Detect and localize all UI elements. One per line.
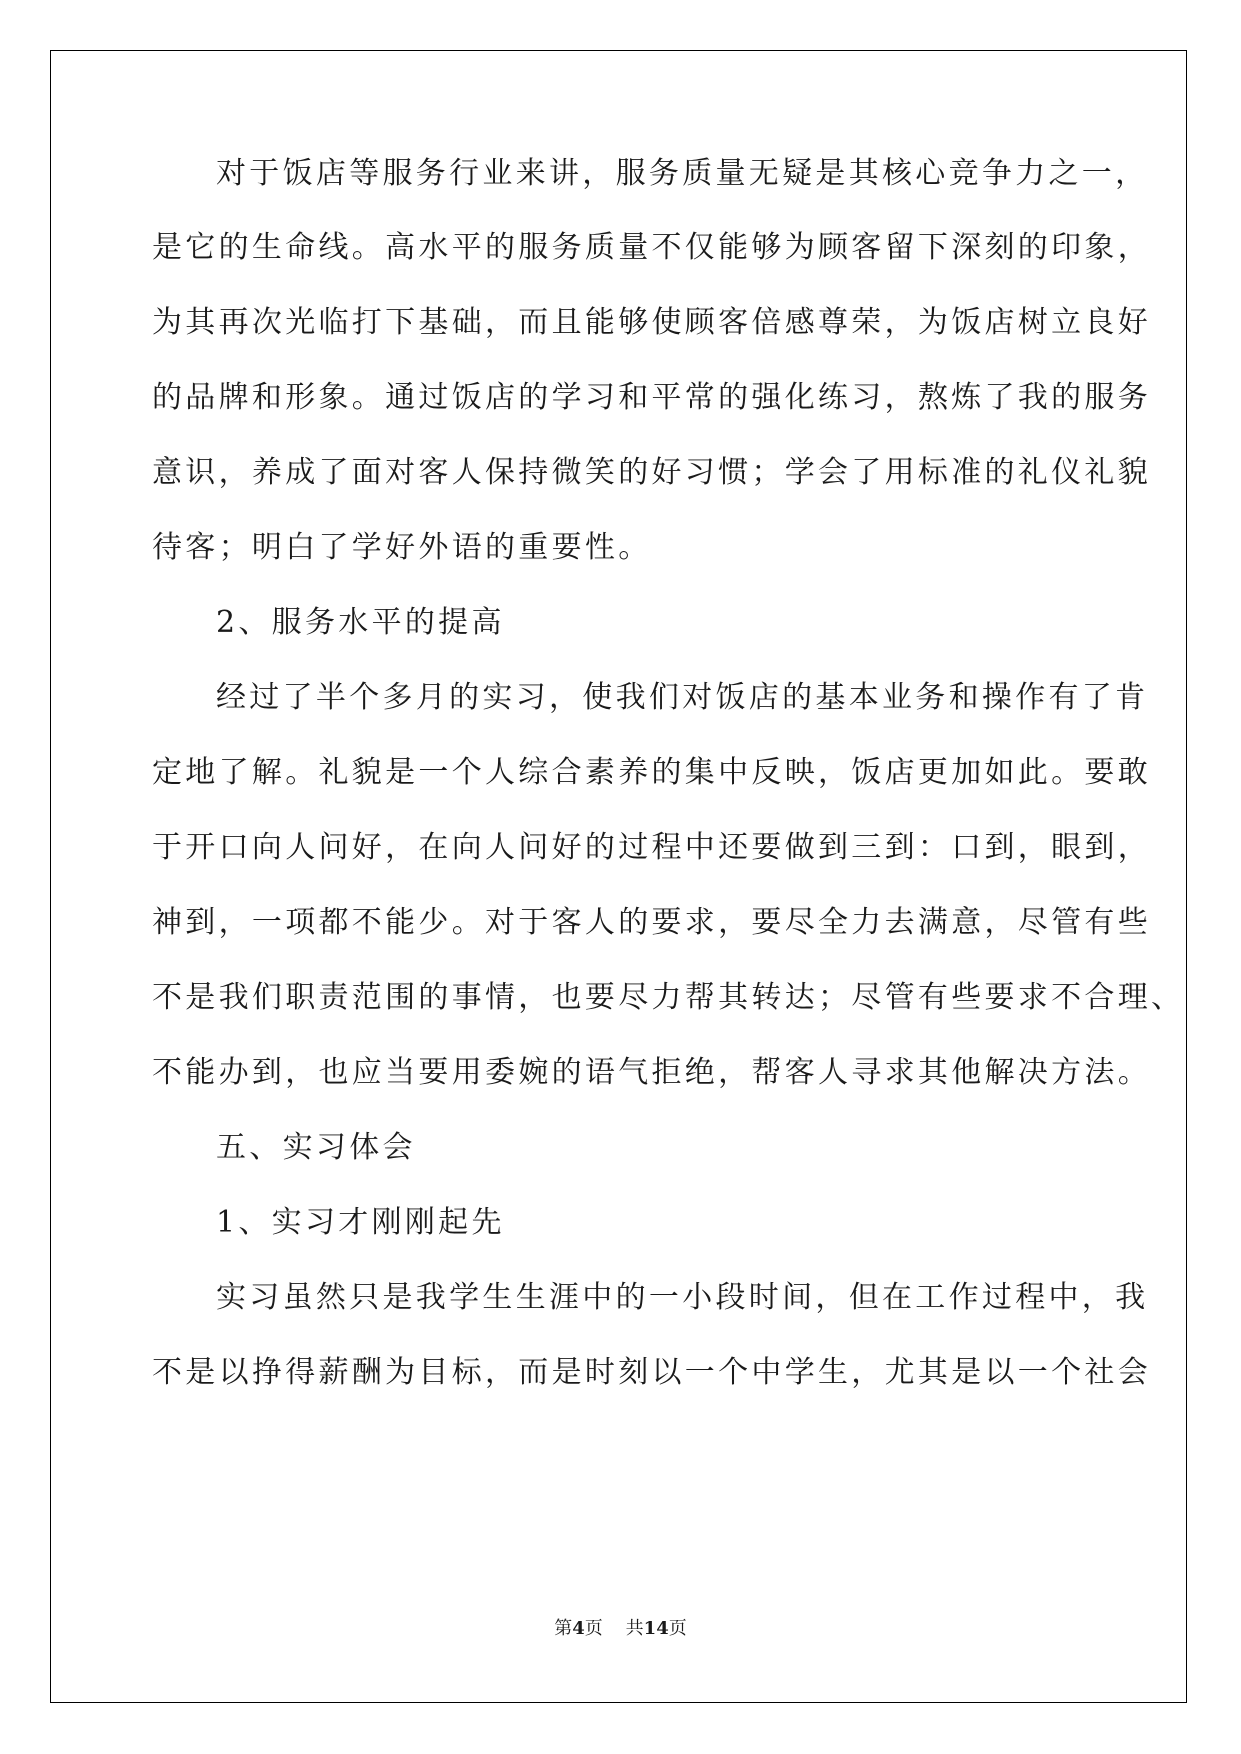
footer-total-number: 14 (643, 1618, 669, 1639)
footer-page-suffix: 页 (584, 1618, 603, 1639)
body-line-11: 神到，一项都不能少。对于客人的要求，要尽全力去满意，尽管有些 (152, 905, 1151, 940)
footer-total-suffix: 页 (668, 1618, 687, 1639)
body-line-2: 是它的生命线。高水平的服务质量不仅能够为顾客留下深刻的印象， (152, 230, 1151, 265)
body-line-5: 意识，养成了面对客人保持微笑的好习惯；学会了用标准的礼仪礼貌 (152, 455, 1151, 490)
section-heading-service-level: 2、服务水平的提高 (216, 605, 505, 640)
body-line-10: 于开口向人问好，在向人问好的过程中还要做到三到：口到，眼到， (152, 830, 1151, 865)
body-line-3: 为其再次光临打下基础，而且能够使顾客倍感尊荣，为饭店树立良好 (152, 305, 1151, 340)
footer-page-prefix: 第 (554, 1618, 573, 1639)
page-footer (0, 1620, 1241, 1638)
footer-total-prefix: 共 (625, 1618, 644, 1639)
body-line-6: 待客；明白了学好外语的重要性。 (152, 530, 652, 565)
body-line-13: 不能办到，也应当要用委婉的语气拒绝，帮客人寻求其他解决方法。 (152, 1055, 1151, 1090)
body-line-16: 实习虽然只是我学生生涯中的一小段时间，但在工作过程中，我 (216, 1280, 1149, 1315)
body-line-17: 不是以挣得薪酬为目标，而是时刻以一个中学生，尤其是以一个社会 (152, 1355, 1151, 1390)
footer-page-number: 4 (572, 1618, 585, 1639)
subsection-heading-just-started: 1、实习才刚刚起先 (216, 1205, 505, 1240)
body-line-1: 对于饭店等服务行业来讲，服务质量无疑是其核心竞争力之一， (216, 156, 1149, 191)
body-line-8: 经过了半个多月的实习，使我们对饭店的基本业务和操作有了肯 (216, 680, 1149, 715)
body-line-9: 定地了解。礼貌是一个人综合素养的集中反映，饭店更加如此。要敢 (152, 755, 1151, 790)
body-line-12: 不是我们职责范围的事情，也要尽力帮其转达；尽管有些要求不合理、 (152, 980, 1185, 1015)
body-line-4: 的品牌和形象。通过饭店的学习和平常的强化练习，熬炼了我的服务 (152, 380, 1151, 415)
section-heading-internship-reflection: 五、实习体会 (216, 1130, 416, 1165)
page-border (50, 50, 1187, 1703)
